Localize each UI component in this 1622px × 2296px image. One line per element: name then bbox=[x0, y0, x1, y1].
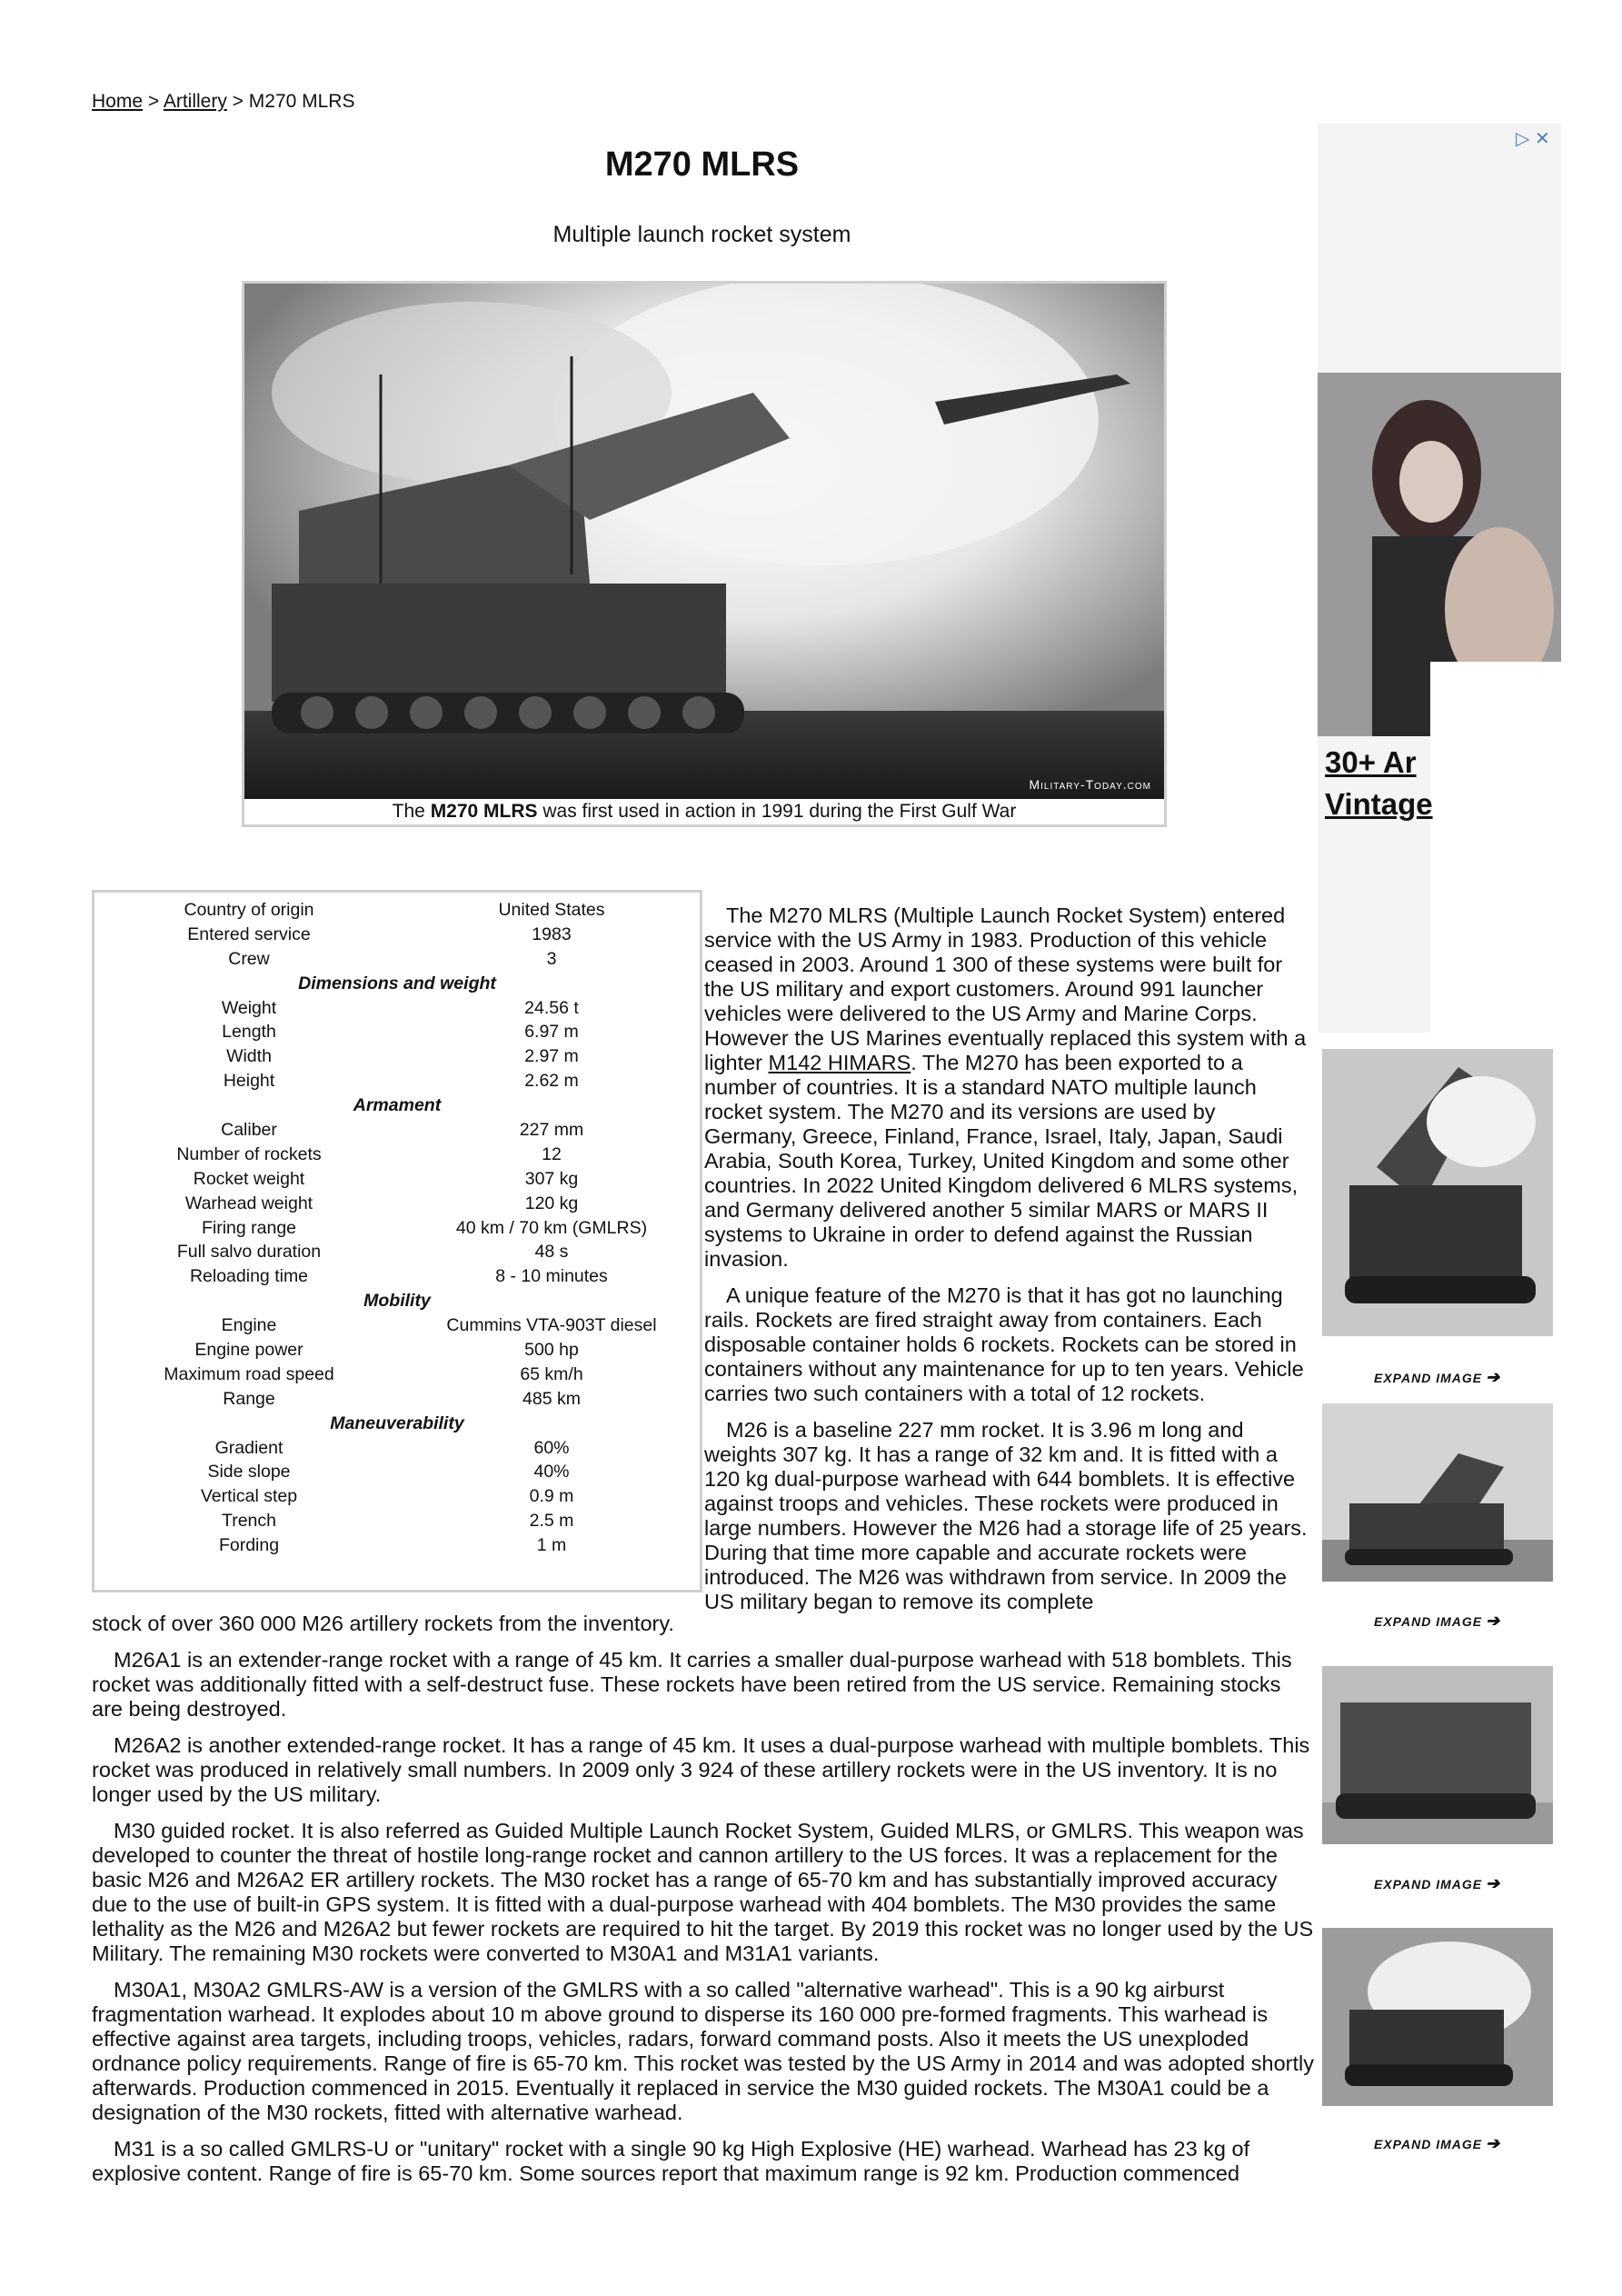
spec-label: Engine bbox=[221, 1315, 277, 1336]
breadcrumb-artillery-link[interactable]: Artillery bbox=[163, 91, 227, 112]
spec-label: Reloading time bbox=[189, 1266, 309, 1287]
arrow-icon: ➔ bbox=[1486, 2134, 1501, 2152]
spec-label: Vertical step bbox=[200, 1486, 298, 1507]
spec-label: Weight bbox=[221, 997, 277, 1018]
m270-launch-photo bbox=[244, 284, 1164, 799]
paragraph-text: . The M270 has been exported to a number of countries. It is a standard NATO multiple launch rocket system. The M270 and its versions are used by Germany, Greece, Finland, France, Israel, Italy, Japan, Saudi Arabia, South Korea, Turkey, United Kingdom and some other countries. In 2022 United Kingdom delivered 6 MLRS systems, and Germany delivered another 5 similar MARS or MARS II systems to Ukraine in order to defend against the Russian invasion. bbox=[704, 1051, 1299, 1271]
spec-value: 40% bbox=[533, 1462, 570, 1482]
spec-row bbox=[95, 1216, 700, 1241]
spec-label: Crew bbox=[228, 948, 270, 969]
spec-row bbox=[95, 996, 700, 1021]
gallery-photo bbox=[1322, 1928, 1553, 2106]
spec-label: Caliber bbox=[221, 1120, 277, 1141]
gallery-photo bbox=[1322, 1403, 1553, 1582]
expand-image-button[interactable] bbox=[1374, 1368, 1500, 1387]
expand-image-label: EXPAND IMAGE bbox=[1374, 1371, 1483, 1385]
hero-caption bbox=[244, 801, 1164, 823]
caption-text: was first used in action in 1991 during the First Gulf War bbox=[537, 801, 1017, 822]
spec-label: Trench bbox=[222, 1511, 276, 1532]
spec-row bbox=[95, 947, 700, 972]
spec-label: Rocket weight bbox=[193, 1168, 305, 1189]
spec-value: 500 hp bbox=[524, 1340, 579, 1361]
spec-section-heading: Dimensions and weight bbox=[298, 973, 496, 993]
spec-value: 24.56 t bbox=[524, 997, 579, 1018]
spec-value: 120 kg bbox=[524, 1193, 579, 1213]
spec-value: 12 bbox=[542, 1143, 562, 1164]
spec-label: Number of rockets bbox=[176, 1143, 322, 1164]
spec-value: 3 bbox=[546, 948, 557, 969]
spec-row bbox=[95, 1167, 700, 1192]
spec-value: 8 - 10 minutes bbox=[495, 1266, 608, 1287]
spec-row bbox=[95, 1240, 700, 1264]
ad-overlay bbox=[1430, 662, 1561, 1043]
specifications-table bbox=[92, 890, 702, 1592]
hero-figure bbox=[242, 281, 1167, 827]
article-body bbox=[92, 1612, 1314, 2198]
spec-section-heading: Mobility bbox=[363, 1291, 431, 1312]
article-paragraph: M30 guided rocket. It is also referred as Guided Multiple Launch Rocket System, Guided MLRS, or GMLRS. This weapon was developed to counter the threat of hostile long-range rocket and cannon artillery to the US forces. It was a replacement for the basic M26 and M26A2 ER artillery rockets. The M30 rocket has a range of 65-70 km and has substantially improved accuracy due to the use of built-in GPS system. It is fitted with a dual-purpose warhead with 404 bomblets. The M30 provides the same lethality as the M26 and M26A2 but fewer rockets are required to hit the target. By 2019 this rocket was no longer used by the US Military. The remaining M30 rockets were converted to M30A1 and M31A1 variants. bbox=[92, 1819, 1314, 1965]
ad-headline[interactable]: 30+ Ar bbox=[1325, 745, 1417, 779]
arrow-icon: ➔ bbox=[1486, 1612, 1501, 1630]
spec-row bbox=[95, 1460, 700, 1484]
article-paragraph-continued: stock of over 360 000 M26 artillery rockets from the inventory. bbox=[92, 1612, 674, 1635]
article-paragraph: M26 is a baseline 227 mm rocket. It is 3.96 m long and weights 307 kg. It has a range of 32 km and. It is fitted with a 120 kg dual-purpose warhead with 644 bomblets. It is effective against troops and vehicles. These rockets were produced in large numbers. However the M26 had a storage life of 25 years. During that time more capable and accurate rockets were introduced. The M26 was withdrawn from service. In 2009 the US military began to remove its complete bbox=[704, 1418, 1308, 1613]
spec-row bbox=[95, 1338, 700, 1363]
spec-row bbox=[95, 923, 700, 947]
breadcrumb-current: M270 MLRS bbox=[248, 91, 355, 112]
spec-label: Width bbox=[226, 1046, 272, 1067]
spec-value: Cummins VTA-903T diesel bbox=[446, 1315, 657, 1336]
expand-image-button[interactable] bbox=[1374, 1612, 1500, 1631]
spec-value: 227 mm bbox=[519, 1120, 584, 1141]
spec-label: Gradient bbox=[214, 1437, 284, 1458]
spec-value: 2.5 m bbox=[529, 1511, 574, 1532]
spec-row bbox=[95, 1264, 700, 1289]
breadcrumb bbox=[92, 91, 354, 113]
breadcrumb-separator: > bbox=[226, 91, 249, 112]
gallery-thumbnail[interactable] bbox=[1322, 1928, 1553, 2106]
article-paragraph: M31 is a so called GMLRS-U or "unitary" rocket with a single 90 kg High Explosive (HE) warhead. Warhead has 23 kg of explosive content. Range of fire is 65-70 km. Some sources report that maximum range is 92 km. Production commenced bbox=[92, 2137, 1250, 2185]
article-paragraph: M26A2 is another extended-range rocket. It has a range of 45 km. It uses a dual-purpose warhead with multiple bomblets. This rocket was produced in relatively small numbers. In 2009 only 3 924 of these artillery rockets were in the US inventory. It is no longer used by the US military. bbox=[92, 1733, 1310, 1806]
article-paragraph bbox=[704, 903, 1313, 1272]
spec-value: 1 m bbox=[536, 1535, 567, 1556]
article-paragraph: M26A1 is an extender-range rocket with a range of 45 km. It carries a smaller dual-purpose warhead with 518 bomblets. This rocket was additionally fitted with a self-destruct fuse. These rockets have been retired from the US service. Remaining stocks are being destroyed. bbox=[92, 1648, 1292, 1721]
spec-row bbox=[95, 1118, 700, 1143]
expand-image-label: EXPAND IMAGE bbox=[1374, 1614, 1483, 1629]
page-subtitle: Multiple launch rocket system bbox=[552, 222, 851, 247]
spec-value: 6.97 m bbox=[524, 1022, 579, 1043]
spec-label: Side slope bbox=[207, 1462, 291, 1482]
spec-row bbox=[95, 1484, 700, 1509]
spec-label: Country of origin bbox=[184, 900, 314, 920]
spec-label: Full salvo duration bbox=[176, 1242, 322, 1263]
expand-image-button[interactable] bbox=[1374, 2134, 1500, 2153]
article-paragraph: A unique feature of the M270 is that it has got no launching rails. Rockets are fired straight away from containers. Each disposable container holds 6 rockets. Rockets can be stored in containers without any maintenance for up to ten years. Vehicle carries two such containers with a total of 12 rockets. bbox=[704, 1283, 1304, 1405]
ad-headline[interactable]: Vintage bbox=[1325, 787, 1433, 821]
gallery-thumbnail[interactable] bbox=[1322, 1403, 1553, 1582]
spec-row bbox=[95, 1387, 700, 1412]
hero-image[interactable] bbox=[244, 284, 1164, 799]
spec-value: 48 s bbox=[534, 1242, 569, 1263]
gallery-thumbnail[interactable] bbox=[1322, 1049, 1553, 1336]
expand-image-label: EXPAND IMAGE bbox=[1374, 2137, 1483, 2151]
spec-row bbox=[95, 1363, 700, 1387]
spec-label: Length bbox=[222, 1022, 276, 1043]
page-title: M270 MLRS bbox=[604, 145, 800, 184]
spec-label: Height bbox=[223, 1071, 275, 1092]
paragraph-text: The M270 MLRS (Multiple Launch Rocket System) entered service with the US Army in 1983. Production of this vehicle ceased in 2003. Around 1 300 of these systems were built for the US military and export customers. Around 991 launcher vehicles were delivered to the US Army and Marine Corps. However the US Marines eventually replaced this system with a lighter bbox=[704, 903, 1307, 1074]
spec-section-heading: Maneuverability bbox=[330, 1413, 464, 1433]
expand-image-button[interactable] bbox=[1374, 1874, 1500, 1893]
spec-value: United States bbox=[498, 900, 605, 920]
spec-row bbox=[95, 898, 700, 923]
spec-row bbox=[95, 1509, 700, 1533]
caption-text: The bbox=[392, 801, 431, 822]
spec-row bbox=[95, 1020, 700, 1044]
breadcrumb-home-link[interactable]: Home bbox=[92, 91, 144, 112]
gallery-thumbnail[interactable] bbox=[1322, 1666, 1553, 1844]
spec-row bbox=[95, 1533, 700, 1558]
spec-value: 2.62 m bbox=[524, 1071, 579, 1092]
article-paragraph: M30A1, M30A2 GMLRS-AW is a version of the GMLRS with a so called "alternative warhead". This is a 90 kg airburst fragmentation warhead. It explodes about 10 m above ground to disperse its 160 000 pre-formed fragments. This warhead is effective against area targets, including troops, vehicles, radars, forward command posts. Also it meets the US unexploded ordnance policy requirements. Range of fire is 65-70 km. This rocket was tested by the US Army in 2014 and was adopted shortly afterwards. Production commenced in 2015. Eventually it replaced in service the M30 guided rockets. The M30A1 could be a designation of the M30 rockets, fitted with alternative warhead. bbox=[92, 1978, 1314, 2124]
spec-label: Firing range bbox=[201, 1217, 297, 1238]
spec-value: 307 kg bbox=[524, 1168, 579, 1189]
arrow-icon: ➔ bbox=[1486, 1874, 1501, 1892]
spec-row bbox=[95, 1143, 700, 1167]
spec-value: 40 km / 70 km (GMLRS) bbox=[455, 1217, 648, 1238]
gallery-photo bbox=[1322, 1049, 1553, 1336]
spec-row bbox=[95, 1069, 700, 1093]
spec-value: 0.9 m bbox=[529, 1486, 574, 1507]
spec-label: Engine power bbox=[194, 1340, 304, 1361]
arrow-icon: ➔ bbox=[1486, 1368, 1501, 1386]
spec-value: 485 km bbox=[522, 1388, 581, 1409]
spec-label: Range bbox=[223, 1388, 275, 1409]
gallery-photo bbox=[1322, 1666, 1553, 1844]
hero-watermark: Military-Today.com bbox=[1029, 777, 1151, 792]
spec-row bbox=[95, 1313, 700, 1338]
spec-value: 1983 bbox=[532, 923, 572, 944]
spec-value: 60% bbox=[533, 1437, 570, 1458]
spec-label: Maximum road speed bbox=[164, 1363, 334, 1384]
expand-image-label: EXPAND IMAGE bbox=[1374, 1877, 1483, 1892]
ad-choices-close-icon[interactable]: ▷ ✕ bbox=[1516, 129, 1550, 149]
spec-value: 65 km/h bbox=[520, 1363, 583, 1384]
article-intro bbox=[704, 903, 1313, 1614]
spec-value: 2.97 m bbox=[524, 1046, 579, 1067]
spec-label: Fording bbox=[218, 1535, 280, 1556]
spec-row bbox=[95, 1192, 700, 1216]
breadcrumb-separator: > bbox=[143, 91, 164, 112]
spec-row bbox=[95, 1044, 700, 1069]
spec-section-heading: Armament bbox=[353, 1095, 442, 1116]
m142-himars-link[interactable]: M142 HIMARS bbox=[768, 1051, 911, 1074]
spec-label: Warhead weight bbox=[184, 1193, 313, 1213]
spec-label: Entered service bbox=[187, 923, 311, 944]
caption-bold: M270 MLRS bbox=[430, 801, 538, 822]
spec-row bbox=[95, 1436, 700, 1461]
